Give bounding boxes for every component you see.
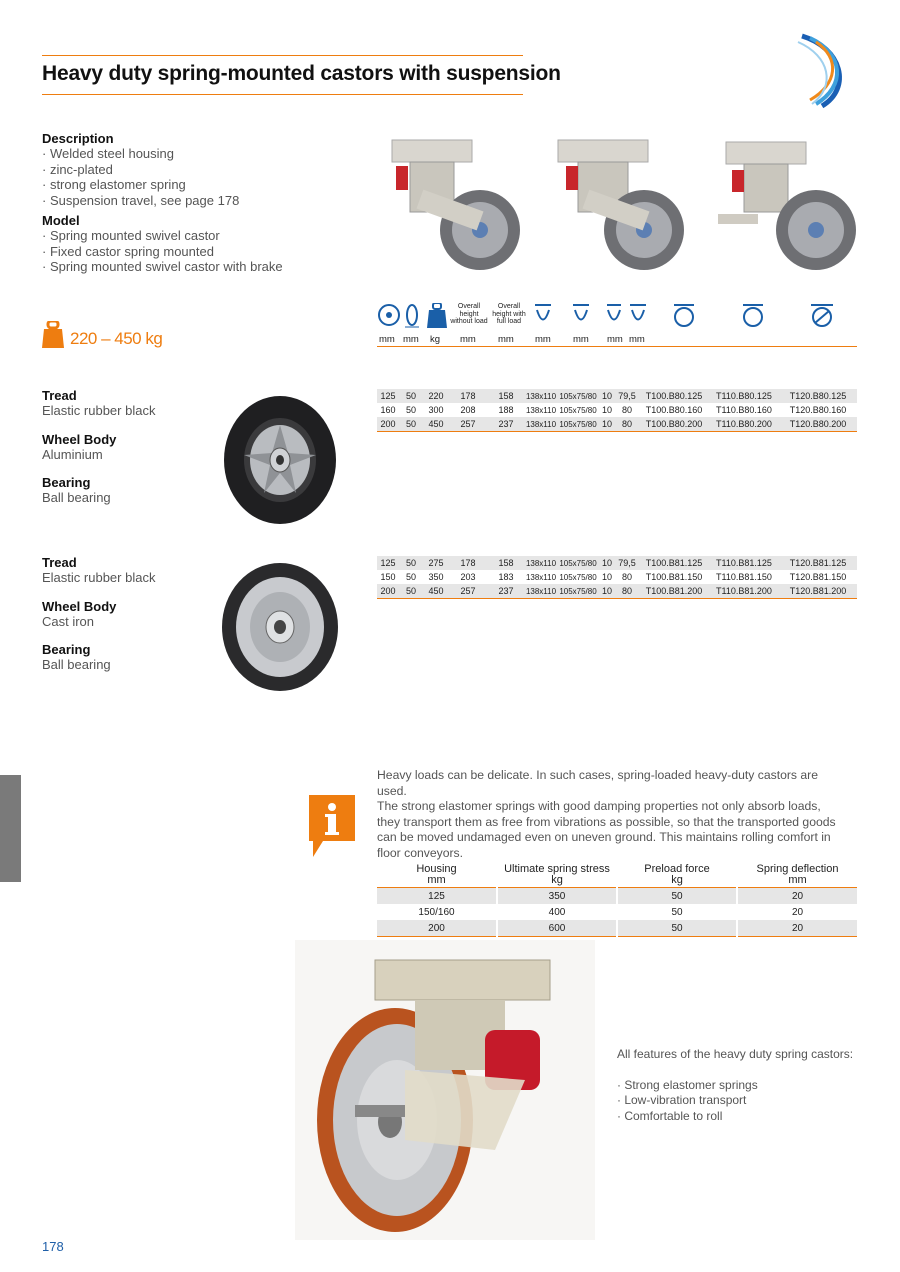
series-1-table xyxy=(377,389,857,432)
article-number-fixed: T110.B80.160 xyxy=(709,403,779,417)
header-line: Overall xyxy=(457,303,481,310)
table-row xyxy=(377,556,857,570)
table-row xyxy=(377,888,857,905)
table-cell: 10 xyxy=(599,417,615,432)
table-cell: 220 xyxy=(423,389,449,403)
wheel-body-value: Aluminium xyxy=(42,446,103,462)
article-number-brake: T120.B81.150 xyxy=(779,570,857,584)
table-cell: 10 xyxy=(599,403,615,417)
article-number-swivel: T100.B81.125 xyxy=(639,556,709,570)
unit-row xyxy=(377,334,857,347)
table-row xyxy=(377,417,857,432)
description-item: · strong elastomer spring xyxy=(42,177,186,192)
article-number-fixed: T110.B81.150 xyxy=(709,570,779,584)
table-cell: 80 xyxy=(615,584,639,599)
table-cell: 105x75/80 xyxy=(557,417,599,432)
table-cell: 105x75/80 xyxy=(557,403,599,417)
load-range: 220 – 450 kg xyxy=(70,329,163,348)
load-capacity-icon xyxy=(427,303,447,329)
header-unit: mm xyxy=(788,874,807,886)
table-cell: 150/160 xyxy=(377,904,497,920)
model-item: · Spring mounted swivel castor xyxy=(42,228,220,243)
page-title: Heavy duty spring-mounted castors with suspension xyxy=(42,62,561,85)
offset-icon xyxy=(628,303,648,327)
unit-label: mm xyxy=(629,334,645,345)
unit-label: mm xyxy=(498,334,514,345)
description-item: · Welded steel housing xyxy=(42,146,175,161)
article-number-brake: T120.B80.200 xyxy=(779,417,857,432)
bolt-hole-spacing-icon xyxy=(571,303,591,327)
article-number-fixed: T110.B80.200 xyxy=(709,417,779,432)
table-cell: 50 xyxy=(399,570,423,584)
table-cell: 138x110 xyxy=(525,389,557,403)
table-cell: 138x110 xyxy=(525,403,557,417)
article-number-swivel: T100.B80.125 xyxy=(639,389,709,403)
table-cell: 178 xyxy=(449,556,487,570)
table-cell: 20 xyxy=(737,920,857,937)
table-cell: 10 xyxy=(599,389,615,403)
series-1-specs xyxy=(42,388,155,506)
header-label: Spring deflection xyxy=(756,863,839,875)
table-cell: 200 xyxy=(377,417,399,432)
unit-label: kg xyxy=(430,334,441,345)
swivel-castor-brake-image xyxy=(718,142,856,270)
table-cell: 105x75/80 xyxy=(557,570,599,584)
tread-heading: Tread xyxy=(42,555,77,570)
article-number-fixed: T110.B81.200 xyxy=(709,584,779,599)
table-cell: 158 xyxy=(487,556,525,570)
column-header xyxy=(737,864,857,888)
features-heading: All features of the heavy duty spring castors: xyxy=(617,1047,854,1061)
castor-product-photos xyxy=(378,130,858,280)
table-cell: 105x75/80 xyxy=(557,389,599,403)
unit-label: mm xyxy=(379,334,395,345)
table-cell: 50 xyxy=(399,403,423,417)
info-line: The strong elastomer springs with good damping properties not only absorb loads, xyxy=(377,799,821,814)
header-unit: mm xyxy=(427,874,446,886)
description-block xyxy=(42,131,362,275)
bearing-value: Ball bearing xyxy=(42,490,111,505)
table-cell: 50 xyxy=(399,417,423,432)
series-2-specs xyxy=(42,555,155,673)
table-cell: 300 xyxy=(423,403,449,417)
model-heading: Model xyxy=(42,213,80,228)
column-header xyxy=(617,864,737,888)
feature-item: · Comfortable to roll xyxy=(617,1108,723,1123)
unit-label: mm xyxy=(535,334,551,345)
bearing-heading: Bearing xyxy=(42,475,91,490)
header-line: without load xyxy=(450,318,488,325)
header-label: Preload force xyxy=(644,863,710,875)
unit-label: mm xyxy=(403,334,419,345)
table-row xyxy=(377,389,857,403)
table-cell: 20 xyxy=(737,888,857,905)
description-item: · Suspension travel, see page 178 xyxy=(42,192,240,208)
table-cell: 10 xyxy=(599,584,615,599)
swivel-castor-image xyxy=(392,140,520,270)
table-cell: 183 xyxy=(487,570,525,584)
table-row xyxy=(377,570,857,584)
header-line: Overall xyxy=(497,303,521,310)
table-cell: 138x110 xyxy=(525,417,557,432)
fixed-castor-icon xyxy=(741,303,765,329)
table-cell: 257 xyxy=(449,417,487,432)
bearing-value: Ball bearing xyxy=(42,657,111,672)
table-cell: 50 xyxy=(617,904,737,920)
table-cell: 188 xyxy=(487,403,525,417)
info-line: Heavy loads can be delicate. In such cases, spring-loaded heavy-duty castors are used. xyxy=(377,768,819,798)
overall-height-loaded-header xyxy=(489,303,529,326)
series-2-table xyxy=(377,556,857,599)
brand-swoosh-logo xyxy=(782,28,862,110)
table-cell: 125 xyxy=(377,556,399,570)
article-number-brake: T120.B81.125 xyxy=(779,556,857,570)
cast-iron-wheel-image xyxy=(220,560,344,694)
features-block xyxy=(617,1047,877,1124)
chapter-side-tab xyxy=(0,775,21,882)
info-icon xyxy=(309,795,355,859)
model-item: · Fixed castor spring mounted xyxy=(42,243,214,259)
article-number-brake: T120.B80.125 xyxy=(779,389,857,403)
table-cell: 257 xyxy=(449,584,487,599)
table-cell: 237 xyxy=(487,584,525,599)
column-header xyxy=(497,864,617,888)
plate-size-icon xyxy=(533,303,553,327)
wheel-width-icon xyxy=(402,303,422,329)
page-number: 178 xyxy=(42,1239,64,1254)
info-line: they transport them as free from vibrations as possible, so that the transported goods xyxy=(377,814,836,829)
article-number-swivel: T100.B80.160 xyxy=(639,403,709,417)
table-cell: 160 xyxy=(377,403,399,417)
feature-item: · Low-vibration transport xyxy=(617,1093,747,1107)
info-line: can be moved undamaged even on uneven ground. This maintains rolling comfort in xyxy=(377,830,831,845)
article-number-brake: T120.B80.160 xyxy=(779,403,857,417)
table-cell: 79,5 xyxy=(615,389,639,403)
unit-label: mm xyxy=(607,334,623,345)
wheel-body-value: Cast iron xyxy=(42,613,95,629)
table-cell: 50 xyxy=(617,920,737,937)
table-cell: 138x110 xyxy=(525,556,557,570)
brake-castor-icon xyxy=(809,303,835,329)
table-cell: 237 xyxy=(487,417,525,432)
header-line: height xyxy=(459,310,479,318)
header-unit: kg xyxy=(671,874,683,886)
title-top-rule xyxy=(42,55,523,56)
table-cell: 105x75/80 xyxy=(557,584,599,599)
aluminium-wheel-image xyxy=(222,393,342,527)
table-cell: 450 xyxy=(423,417,449,432)
table-cell: 203 xyxy=(449,570,487,584)
table-cell: 50 xyxy=(617,888,737,905)
description-item: · zinc-plated xyxy=(42,161,113,177)
table-cell: 20 xyxy=(737,904,857,920)
table-cell: 275 xyxy=(423,556,449,570)
table-cell: 50 xyxy=(399,556,423,570)
wheel-body-heading: Wheel Body xyxy=(42,598,117,614)
article-number-fixed: T110.B81.125 xyxy=(709,556,779,570)
header-label: Housing xyxy=(416,863,457,875)
feature-item: · Strong elastomer springs xyxy=(617,1077,758,1092)
table-cell: 350 xyxy=(497,888,617,905)
tread-heading: Tread xyxy=(42,388,77,403)
bolt-hole-icon xyxy=(605,303,623,327)
info-line: floor conveyors. xyxy=(377,845,464,860)
info-text xyxy=(377,768,847,862)
article-number-fixed: T110.B80.125 xyxy=(709,389,779,403)
header-line: full load xyxy=(496,318,522,325)
table-cell: 400 xyxy=(497,904,617,920)
article-number-swivel: T100.B80.200 xyxy=(639,417,709,432)
table-cell: 125 xyxy=(377,389,399,403)
title-bottom-rule xyxy=(42,94,523,95)
spring-specs-table xyxy=(377,864,857,937)
header-line: height with xyxy=(492,310,526,318)
wheel-body-heading: Wheel Body xyxy=(42,431,117,447)
table-row xyxy=(377,920,857,937)
table-cell: 80 xyxy=(615,417,639,432)
model-item: · Spring mounted swivel castor with brake xyxy=(42,259,283,274)
table-cell: 50 xyxy=(399,389,423,403)
header-label: Ultimate spring stress xyxy=(504,863,610,875)
weight-icon xyxy=(42,321,64,349)
table-row xyxy=(377,403,857,417)
table-cell: 450 xyxy=(423,584,449,599)
unit-label: mm xyxy=(460,334,476,345)
tread-value: Elastic rubber black xyxy=(42,570,156,585)
table-cell: 178 xyxy=(449,389,487,403)
table-row xyxy=(377,904,857,920)
table-cell: 350 xyxy=(423,570,449,584)
table-cell: 150 xyxy=(377,570,399,584)
table-cell: 208 xyxy=(449,403,487,417)
article-number-swivel: T100.B81.200 xyxy=(639,584,709,599)
article-number-swivel: T100.B81.150 xyxy=(639,570,709,584)
table-cell: 600 xyxy=(497,920,617,937)
table-cell: 80 xyxy=(615,403,639,417)
fixed-castor-image xyxy=(558,140,684,270)
table-cell: 79,5 xyxy=(615,556,639,570)
table-cell: 138x110 xyxy=(525,570,557,584)
article-number-brake: T120.B81.200 xyxy=(779,584,857,599)
table-cell: 105x75/80 xyxy=(557,556,599,570)
swivel-castor-icon xyxy=(672,303,696,329)
table-cell: 200 xyxy=(377,584,399,599)
table-header-row xyxy=(377,864,857,888)
table-cell: 125 xyxy=(377,888,497,905)
description-heading: Description xyxy=(42,131,114,146)
table-cell: 200 xyxy=(377,920,497,937)
wheel-diameter-icon xyxy=(377,303,401,327)
table-cell: 10 xyxy=(599,570,615,584)
column-header xyxy=(377,864,497,888)
table-cell: 10 xyxy=(599,556,615,570)
bearing-heading: Bearing xyxy=(42,642,91,657)
large-castor-image xyxy=(295,940,595,1240)
overall-height-unloaded-header xyxy=(448,303,490,326)
header-unit: kg xyxy=(551,874,563,886)
tread-value: Elastic rubber black xyxy=(42,403,156,418)
table-cell: 80 xyxy=(615,570,639,584)
table-cell: 50 xyxy=(399,584,423,599)
table-row xyxy=(377,584,857,599)
unit-label: mm xyxy=(573,334,589,345)
table-cell: 158 xyxy=(487,389,525,403)
table-cell: 138x110 xyxy=(525,584,557,599)
